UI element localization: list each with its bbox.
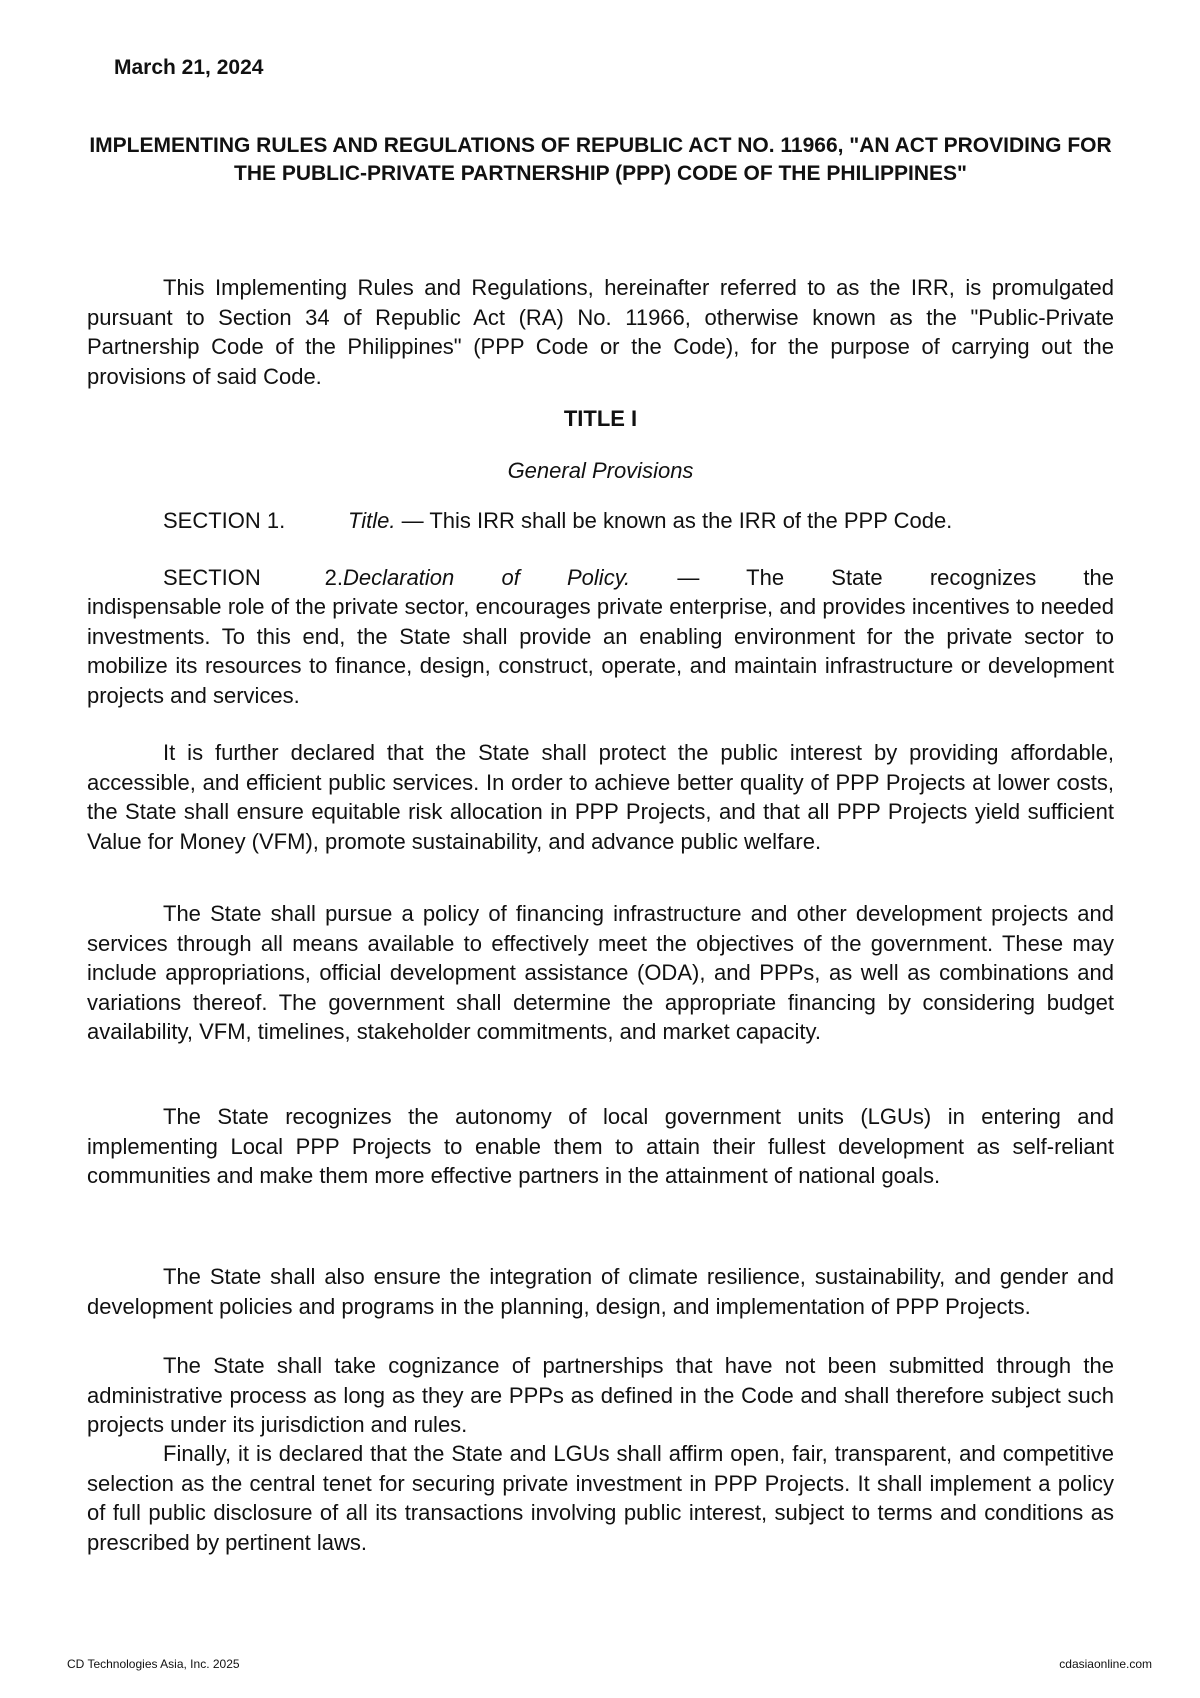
section-1-number: SECTION 1. [163,508,286,533]
section-2-text-first: — The State recognizes the [677,565,1114,590]
footer-copyright: CD Technologies Asia, Inc. 2025 [67,1657,240,1671]
section-2-title: Declaration of Policy. [343,565,631,590]
policy-paragraph-1: It is further declared that the State shall protect the public interest by providing affordable, accessible, and efficient public services. In order to achieve better quality of PPP Projects at lower costs, the State shall ensure equitable risk allocation in PPP Projects, and that all PPP Projects yield sufficient Value for Money (VFM), promote sustainability, and advance public welfare. [87,740,1114,854]
policy-paragraph-4: The State shall also ensure the integration of climate resilience, sustainability, and gender and development policies and programs in the planning, design, and implementation of PPP Projects. [87,1264,1114,1319]
policy-paragraph-6: Finally, it is declared that the State and LGUs shall affirm open, fair, transparent, and competitive selection as the central tenet for securing private investment in PPP Projects. It shall implement a policy of full public disclosure of all its transactions involving public interest, subject to terms and conditions as prescribed by pertinent laws. [87,1441,1114,1555]
section-1 [163,506,1114,536]
section-2-text: indispensable role of the private sector, encourages private enterprise, and provides incentives to needed investments. To this end, the State shall provide an enabling environment for the private sector to mobilize its resources to finance, design, construct, operate, and maintain infrastructure or development projects and services. [87,594,1114,708]
policy-paragraph-2: The State shall pursue a policy of financing infrastructure and other development projects and services through all means available to effectively meet the objectives of the government. These may include appropriations, official development assistance (ODA), and PPPs, as well as combinations and variations thereof. The government shall determine the appropriate financing by considering budget availability, VFM, timelines, stakeholder commitments, and market capacity. [87,901,1114,1044]
document-title: IMPLEMENTING RULES AND REGULATIONS OF REPUBLIC ACT NO. 11966, "AN ACT PROVIDING FOR THE PUBLIC-PRIVATE PARTNERSHIP (PPP) CODE OF THE PHILIPPINES" [89,134,1112,185]
document-date: March 21, 2024 [114,56,264,79]
intro-paragraph: This Implementing Rules and Regulations, hereinafter referred to as the IRR, is promulgated pursuant to Section 34 of Republic Act (RA) No. 11966, otherwise known as the "Public-Private Partnership Code of the Philippines" (PPP Code or the Code), for the purpose of carrying out the provisions of said Code. [87,275,1114,389]
section-1-title: Title. [348,508,396,533]
section-2-heading [163,563,1114,593]
section-2-number: SECTION 2. [163,565,343,590]
section-1-text: — This IRR shall be known as the IRR of the PPP Code. [401,508,953,533]
title-subheading: General Provisions [507,458,694,483]
policy-paragraph-3: The State recognizes the autonomy of local government units (LGUs) in entering and implementing Local PPP Projects to enable them to attain their fullest development as self-reliant communities and make them more effective partners in the attainment of national goals. [87,1104,1114,1188]
document-page [87,0,1114,1698]
title-heading: TITLE I [563,406,638,431]
footer-website: cdasiaonline.com [1059,1657,1152,1671]
policy-paragraph-5: The State shall take cognizance of partnerships that have not been submitted through the administrative process as long as they are PPPs as defined in the Code and shall therefore subject such projects under its jurisdiction and rules. [87,1353,1114,1437]
